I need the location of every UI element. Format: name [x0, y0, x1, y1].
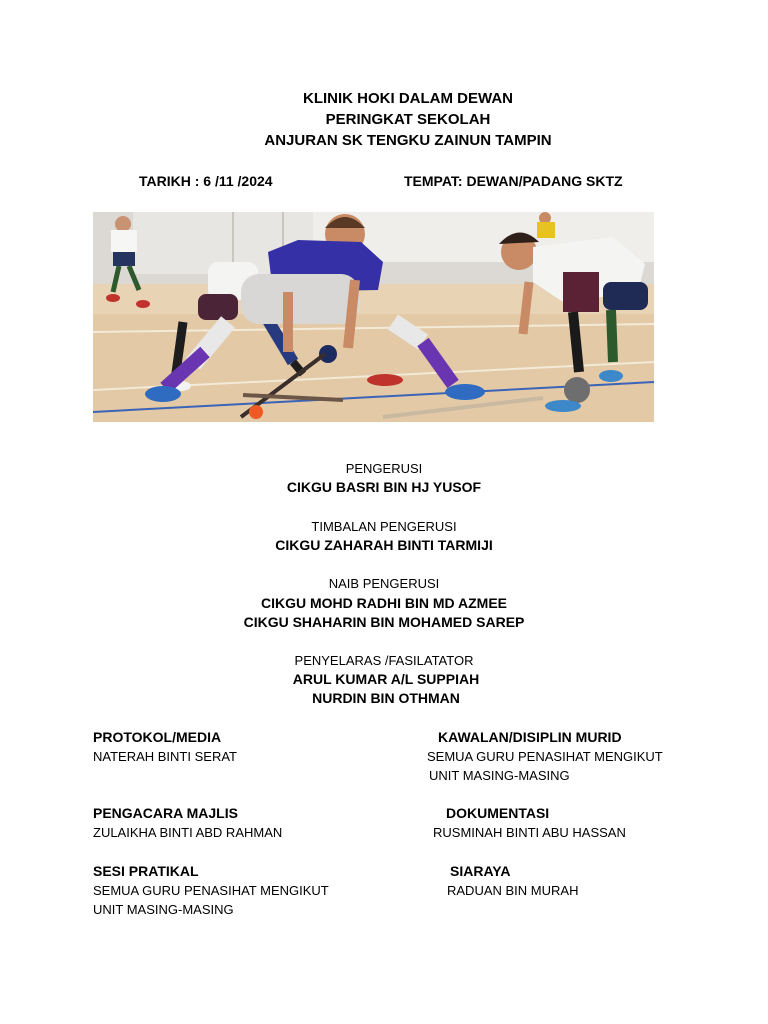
- unit-title-kawalan: KAWALAN/DISIPLIN MURID: [438, 729, 622, 745]
- title-line-2: PERINGKAT SEKOLAH: [325, 111, 491, 128]
- unit-member: UNIT MASING-MASING: [429, 768, 570, 783]
- chair-name: CIKGU BASRI BIN HJ YUSOF: [286, 479, 482, 495]
- coordinator-name: ARUL KUMAR A/L SUPPIAH: [292, 671, 480, 687]
- deputy-chair-role: TIMBALAN PENGERUSI: [311, 519, 457, 534]
- vice-chair-name: CIKGU SHAHARIN BIN MOHAMED SAREP: [243, 614, 525, 630]
- unit-member: RUSMINAH BINTI ABU HASSAN: [433, 825, 626, 840]
- unit-title-sesi-pratikal: SESI PRATIKAL: [93, 863, 199, 879]
- event-venue: TEMPAT: DEWAN/PADANG SKTZ: [404, 173, 623, 189]
- unit-member: ZULAIKHA BINTI ABD RAHMAN: [93, 825, 283, 840]
- unit-title-siaraya: SIARAYA: [450, 863, 511, 879]
- event-title: [0, 88, 768, 151]
- vice-chair-name: CIKGU MOHD RADHI BIN MD AZMEE: [260, 595, 508, 611]
- unit-member: SEMUA GURU PENASIHAT MENGIKUT: [427, 749, 663, 764]
- unit-title-protokol: PROTOKOL/MEDIA: [93, 729, 222, 745]
- vice-chair-role: NAIB PENGERUSI: [328, 576, 440, 591]
- coordinator-role: PENYELARAS /FASILATATOR: [294, 653, 474, 668]
- indoor-hockey-players-photo: [93, 212, 654, 422]
- unit-member: UNIT MASING-MASING: [93, 902, 234, 917]
- coordinator-name: NURDIN BIN OTHMAN: [312, 690, 460, 706]
- title-line-1: KLINIK HOKI DALAM DEWAN: [303, 90, 513, 107]
- unit-member: SEMUA GURU PENASIHAT MENGIKUT: [93, 883, 329, 898]
- deputy-chair-name: CIKGU ZAHARAH BINTI TARMIJI: [275, 537, 493, 553]
- event-date: TARIKH : 6 /11 /2024: [139, 173, 273, 189]
- unit-member: RADUAN BIN MURAH: [447, 883, 579, 898]
- title-line-3: ANJURAN SK TENGKU ZAINUN TAMPIN: [264, 132, 552, 149]
- unit-member: NATERAH BINTI SERAT: [93, 749, 237, 764]
- unit-title-pengacara: PENGACARA MAJLIS: [93, 805, 238, 821]
- unit-title-dokumentasi: DOKUMENTASI: [446, 805, 550, 821]
- chair-role: PENGERUSI: [345, 461, 423, 476]
